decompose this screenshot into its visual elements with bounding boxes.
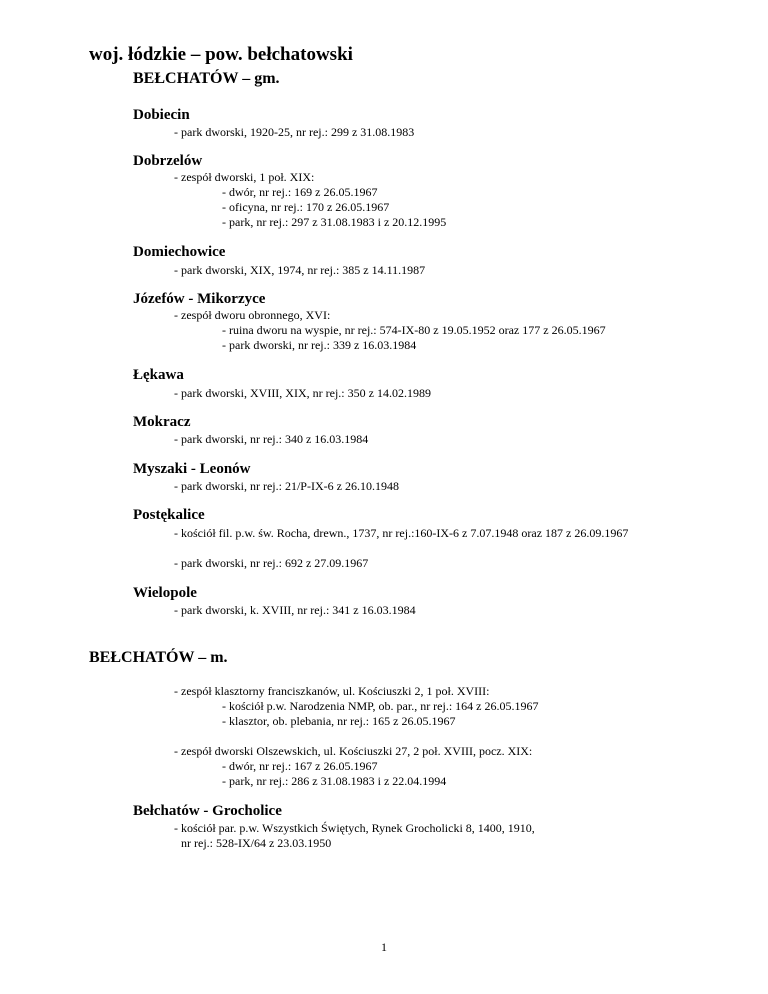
entry-line: - park dworski, nr rej.: 21/P-IX-6 z 26.10.1948: [174, 479, 399, 493]
entry-line: - park dworski, nr rej.: 340 z 16.03.1984: [174, 432, 369, 446]
locality-myszaki: Myszaki - Leonów: [133, 461, 251, 477]
entry-subline: - park, nr rej.: 286 z 31.08.1983 i z 22.04.1994: [222, 774, 447, 788]
entry-line: nr rej.: 528-IX/64 z 23.03.1950: [181, 836, 332, 850]
locality-dobiecin: Dobiecin: [133, 107, 190, 123]
miasto-heading: BEŁCHATÓW – m.: [89, 649, 228, 666]
entry-line: - park dworski, XVIII, XIX, nr rej.: 350 z 14.02.1989: [174, 386, 431, 400]
entry-subline: - ruina dworu na wyspie, nr rej.: 574-IX-80 z 19.05.1952 oraz 177 z 26.05.1967: [222, 323, 606, 337]
entry-subline: - kościół p.w. Narodzenia NMP, ob. par., nr rej.: 164 z 26.05.1967: [222, 699, 539, 713]
entry-subline: - dwór, nr rej.: 167 z 26.05.1967: [222, 759, 378, 773]
page-number: 1: [381, 940, 387, 954]
entry-line: - park dworski, XIX, 1974, nr rej.: 385 z 14.11.1987: [174, 263, 426, 277]
entry-subline: - dwór, nr rej.: 169 z 26.05.1967: [222, 185, 378, 199]
entry-line: - kościół par. p.w. Wszystkich Świętych, Rynek Grocholicki 8, 1400, 1910,: [174, 821, 535, 835]
locality-dobrzelow: Dobrzelów: [133, 153, 203, 169]
entry-line: - park dworski, nr rej.: 692 z 27.09.1967: [174, 556, 369, 570]
entry-line: - park dworski, k. XVIII, nr rej.: 341 z 16.03.1984: [174, 603, 416, 617]
locality-postekalice: Postękalice: [133, 507, 205, 523]
entry-line: - park dworski, 1920-25, nr rej.: 299 z 31.08.1983: [174, 125, 415, 139]
gmina-heading: BEŁCHATÓW – gm.: [133, 70, 280, 87]
entry-line: - zespół dworski Olszewskich, ul. Kościuszki 27, 2 poł. XVIII, pocz. XIX:: [174, 744, 533, 758]
entry-subline: - park, nr rej.: 297 z 31.08.1983 i z 20.12.1995: [222, 215, 447, 229]
locality-domiechowice: Domiechowice: [133, 244, 226, 260]
locality-mokracz: Mokracz: [133, 414, 191, 430]
entry-line: - zespół dworski, 1 poł. XIX:: [174, 170, 315, 184]
main-title: woj. łódzkie – pow. bełchatowski: [89, 44, 353, 65]
entry-line: - kościół fil. p.w. św. Rocha, drewn., 1737, nr rej.:160-IX-6 z 7.07.1948 oraz 187 z 26.09.1967: [174, 526, 629, 540]
entry-subline: - klasztor, ob. plebania, nr rej.: 165 z 26.05.1967: [222, 714, 456, 728]
entry-line: - zespół dworu obronnego, XVI:: [174, 308, 331, 322]
locality-wielopole: Wielopole: [133, 585, 197, 601]
entry-subline: - oficyna, nr rej.: 170 z 26.05.1967: [222, 200, 390, 214]
locality-grocholice: Bełchatów - Grocholice: [133, 803, 282, 819]
locality-jozefow: Józefów - Mikorzyce: [133, 291, 266, 307]
locality-lekawa: Łękawa: [133, 367, 184, 383]
entry-line: - zespół klasztorny franciszkanów, ul. Kościuszki 2, 1 poł. XVIII:: [174, 684, 490, 698]
entry-subline: - park dworski, nr rej.: 339 z 16.03.1984: [222, 338, 417, 352]
